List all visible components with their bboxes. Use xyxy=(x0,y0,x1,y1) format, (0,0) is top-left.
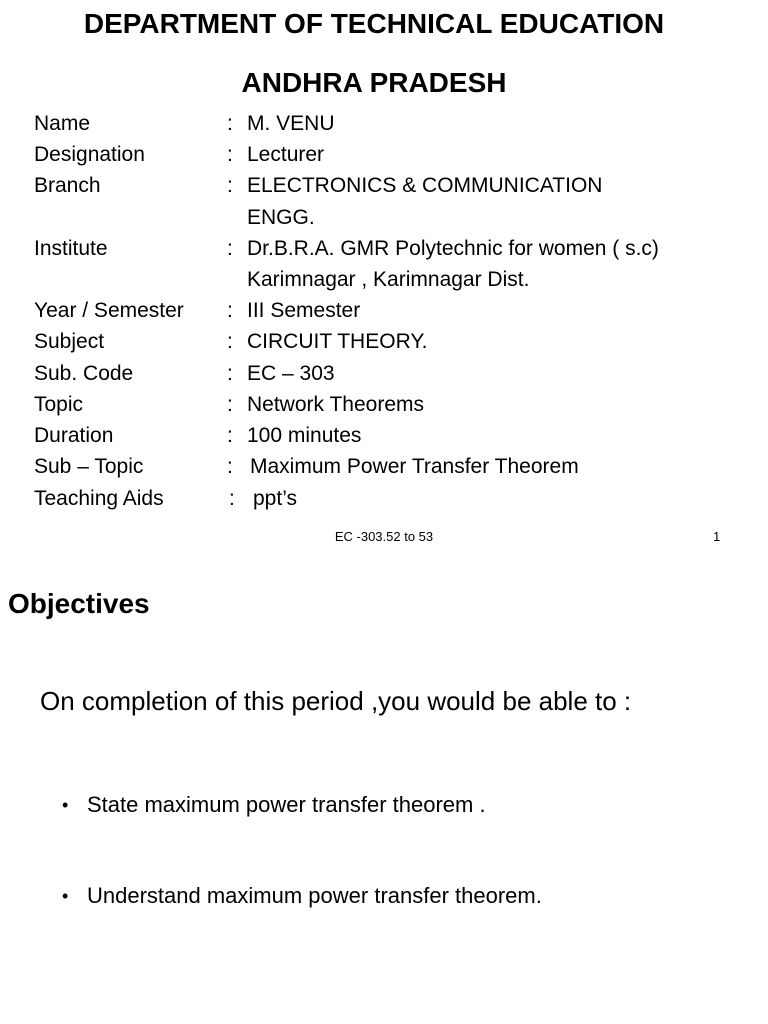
info-label: Branch xyxy=(34,174,101,197)
objectives-intro: On completion of this period ,you would be able to : xyxy=(40,686,632,716)
info-value: EC – 303 xyxy=(247,362,335,385)
info-separator: : xyxy=(227,393,233,416)
objectives-heading: Objectives xyxy=(8,588,150,619)
info-separator: : xyxy=(227,330,233,353)
info-label: Teaching Aids xyxy=(34,487,164,510)
info-label: Sub. Code xyxy=(34,362,134,385)
bullet-icon: • xyxy=(62,795,69,815)
info-value: CIRCUIT THEORY. xyxy=(247,330,428,353)
info-value-continued: ENGG. xyxy=(247,206,315,229)
info-separator: : xyxy=(229,487,235,510)
info-separator: : xyxy=(227,237,233,260)
info-value: Lecturer xyxy=(247,143,325,166)
info-label: Duration xyxy=(34,424,114,447)
info-separator: : xyxy=(227,299,233,322)
info-label: Designation xyxy=(34,143,145,166)
info-separator: : xyxy=(227,143,233,166)
info-label: Institute xyxy=(34,237,108,260)
info-value-continued: Karimnagar , Karimnagar Dist. xyxy=(247,268,530,291)
info-value: Maximum Power Transfer Theorem xyxy=(250,455,579,478)
info-value: 100 minutes xyxy=(247,424,362,447)
info-value: III Semester xyxy=(247,299,361,322)
info-value: Dr.B.R.A. GMR Polytechnic for women ( s.c) xyxy=(247,237,659,260)
info-value: Network Theorems xyxy=(247,393,425,416)
info-separator: : xyxy=(227,174,233,197)
info-value: ppt’s xyxy=(253,487,297,510)
info-separator: : xyxy=(227,455,233,478)
objective-text: State maximum power transfer theorem . xyxy=(87,792,486,817)
objective-text: Understand maximum power transfer theorem. xyxy=(87,883,542,908)
info-label: Year / Semester xyxy=(34,299,184,322)
info-value: M. VENU xyxy=(247,112,335,135)
state-title: ANDHRA PRADESH xyxy=(241,67,507,98)
info-separator: : xyxy=(227,362,233,385)
info-label: Sub – Topic xyxy=(34,455,144,478)
info-value: ELECTRONICS & COMMUNICATION xyxy=(247,174,603,197)
info-separator: : xyxy=(227,112,233,135)
info-label: Name xyxy=(34,112,91,135)
info-label: Subject xyxy=(34,330,105,353)
footer-code: EC -303.52 to 53 xyxy=(334,529,434,544)
info-label: Topic xyxy=(34,393,84,416)
info-separator: : xyxy=(227,424,233,447)
bullet-icon: • xyxy=(62,886,69,906)
page-number: 1 xyxy=(713,529,721,544)
department-title: DEPARTMENT OF TECHNICAL EDUCATION xyxy=(83,8,665,39)
